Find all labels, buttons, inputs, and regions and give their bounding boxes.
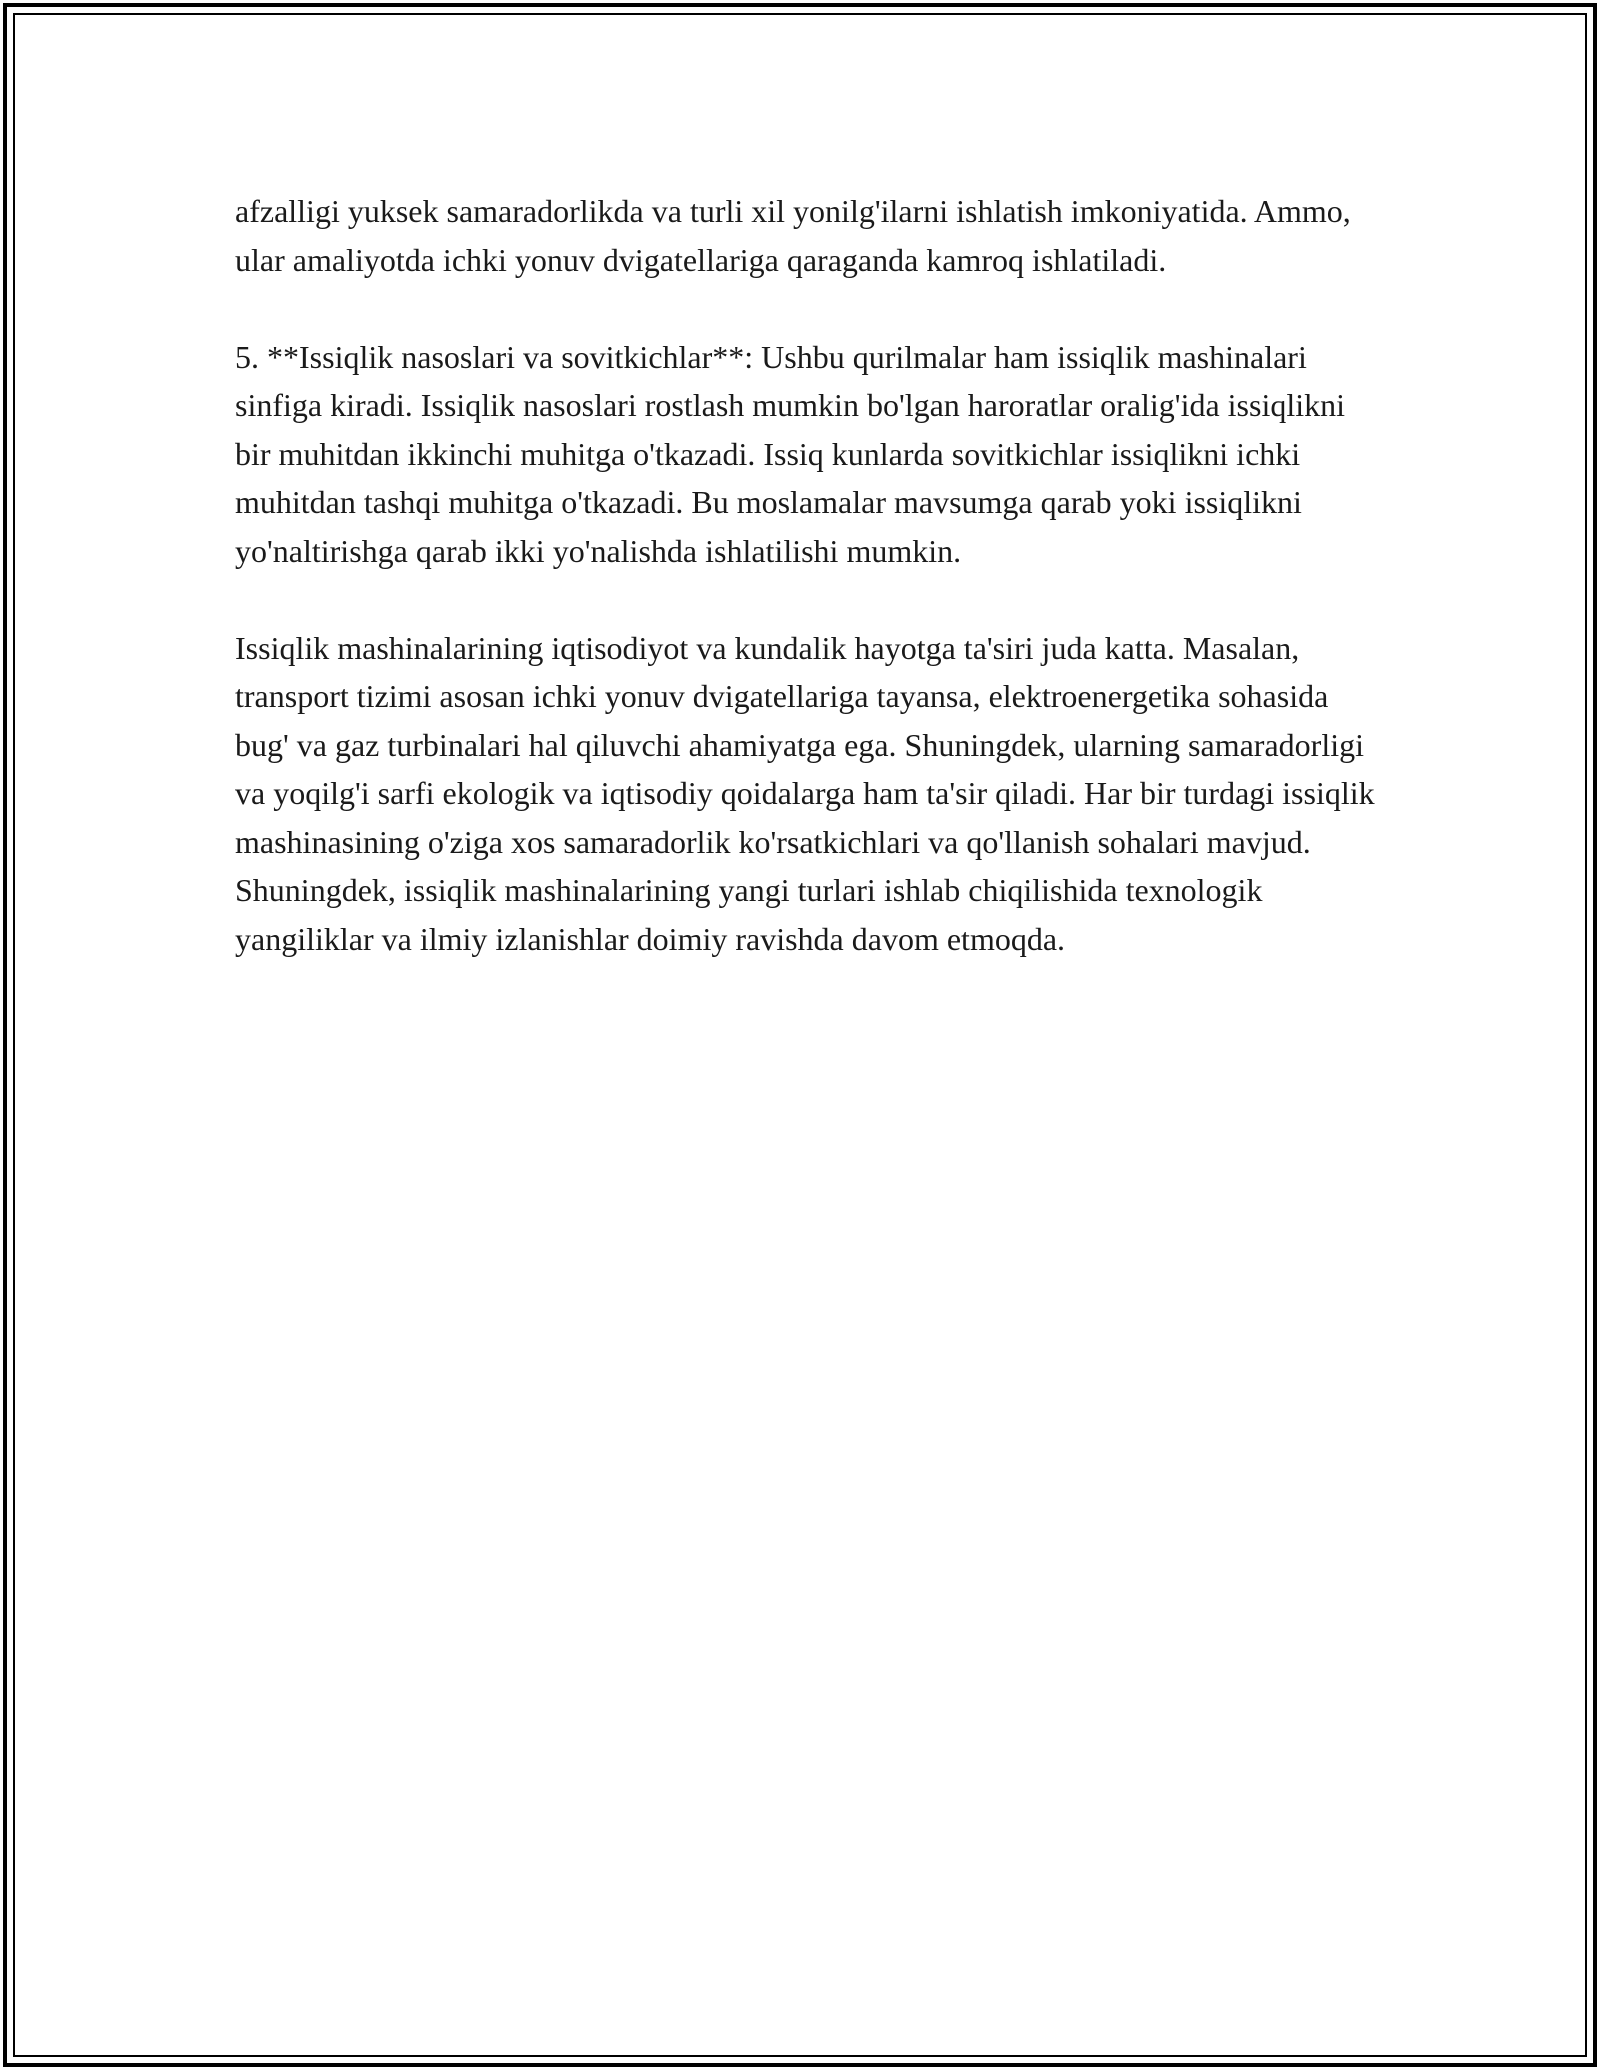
paragraph-heat-engines-advantages: afzalligi yuksek samaradorlikda va turli xil yonilg'ilarni ishlatish imkoniyatida. Ammo, ular amaliyotda ichki yonuv dvigatellariga qaraganda kamroq ishlatiladi. [235, 193, 1351, 278]
paragraph-economic-impact: Issiqlik mashinalarining iqtisodiyot va kundalik hayotga ta'siri juda katta. Masalan, transport tizimi asosan ichki yonuv dvigatellariga tayansa, elektroenergetika sohasida bug' va gaz turbinalari hal qiluvchi ahamiyatga ega. Shuningdek, ularning samaradorligi va yoqilg'i sarfi ekologik va iqtisodiy qoidalarga ham ta'sir qiladi. Har bir turdagi issiqlik mashinasining o'ziga xos samaradorlik ko'rsatkichlari va qo'llanish sohalari mavjud. Shuningdek, issiqlik mashinalarining yangi turlari ishlab chiqilishida texnologik yangiliklar va ilmiy izlanishlar doimiy ravishda davom etmoqda. [235, 629, 1375, 957]
paragraph-heat-pumps-refrigerators: 5. **Issiqlik nasoslari va sovitkichlar**: Ushbu qurilmalar ham issiqlik mashinalari sinfiga kiradi. Issiqlik nasoslari rostlash mumkin bo'lgan haroratlar oralig'ida issiqlikni bir muhitdan ikkinchi muhitga o'tkazadi. Issiq kunlarda sovitkichlar issiqlikni ichki muhitdan tashqi muhitga o'tkazadi. Bu moslamalar mavsumga qarab yoki issiqlikni yo'naltirishga qarab ikki yo'nalishda ishlatilishi mumkin. [235, 338, 1346, 569]
document-body [235, 187, 1375, 1012]
